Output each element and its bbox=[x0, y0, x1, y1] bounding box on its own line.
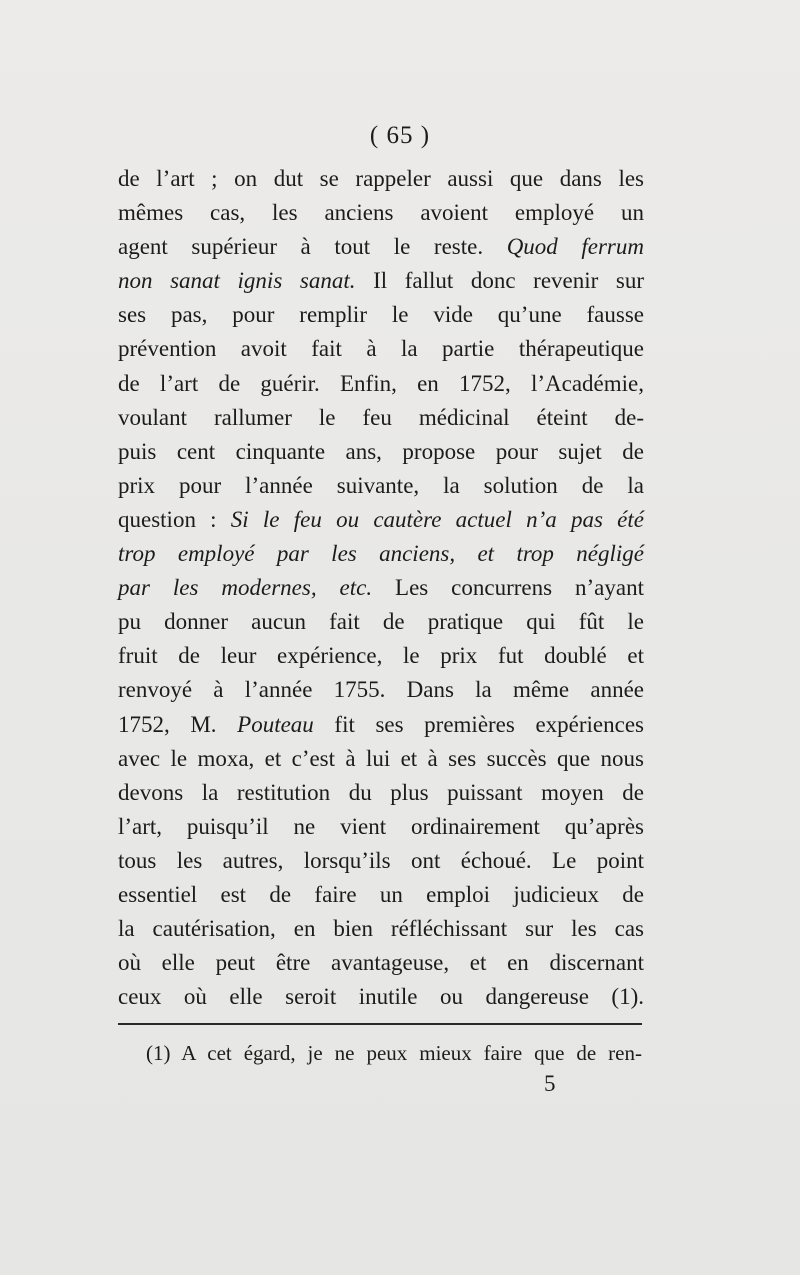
text-line bbox=[118, 537, 644, 571]
text-segment: mêmes cas, les anciens avoient employé un bbox=[118, 200, 644, 226]
text-line bbox=[118, 469, 644, 503]
text-segment: agent supérieur à tout le reste. bbox=[118, 234, 507, 260]
text-segment: l’art, puisqu’il ne vient ordinairement qu’après bbox=[118, 813, 644, 839]
text-segment: devons la restitution du plus puissant moyen de bbox=[118, 779, 644, 805]
text-line bbox=[118, 742, 644, 776]
text-line bbox=[118, 162, 644, 196]
text-line bbox=[118, 810, 644, 844]
italic-text: Pouteau bbox=[237, 711, 314, 737]
text-line bbox=[118, 367, 644, 401]
text-segment: avec le moxa, et c’est à lui et à ses succès que nous bbox=[118, 745, 644, 771]
italic-text: trop employé par les anciens, et trop négligé bbox=[118, 541, 644, 567]
text-line bbox=[118, 776, 644, 810]
text-line bbox=[118, 980, 644, 1014]
text-segment: renvoyé à l’année 1755. Dans la même année bbox=[118, 677, 644, 703]
text-line bbox=[118, 605, 644, 639]
text-segment: fruit de leur expérience, le prix fut doublé et bbox=[118, 643, 644, 669]
footnote-rule bbox=[118, 1023, 642, 1025]
text-line bbox=[118, 401, 644, 435]
text-line bbox=[118, 196, 644, 230]
text-segment: où elle peut être avantageuse, et en discernant bbox=[118, 950, 644, 976]
text-line bbox=[118, 844, 644, 878]
text-line bbox=[118, 435, 644, 469]
text-segment: 1752, M. bbox=[118, 711, 238, 737]
text-line bbox=[118, 332, 644, 366]
text-segment: de l’art ; on dut se rappeler aussi que dans les bbox=[118, 166, 644, 191]
text-line bbox=[118, 264, 644, 298]
text-segment: Les concurrens n’ayant bbox=[372, 575, 644, 601]
italic-text: par les modernes, etc. bbox=[118, 575, 373, 601]
text-segment: voulant rallumer le feu médicinal éteint de- bbox=[118, 404, 644, 430]
text-line bbox=[118, 946, 644, 980]
page-number: ( 65 ) bbox=[369, 122, 431, 149]
text-segment: question : bbox=[118, 506, 231, 532]
text-segment: prévention avoit fait à la partie thérapeutique bbox=[118, 336, 644, 362]
body-text bbox=[118, 162, 644, 1014]
text-line bbox=[118, 878, 644, 912]
text-segment: prix pour l’année suivante, la solution de la bbox=[118, 472, 644, 498]
text-segment: tous les autres, lorsqu’ils ont échoué. Le point bbox=[118, 847, 644, 873]
footnote: (1) A cet égard, je ne peux mieux faire que de ren- bbox=[146, 1041, 642, 1065]
text-line bbox=[118, 571, 644, 605]
text-segment: ceux où elle seroit inutile ou dangereuse (1). bbox=[118, 984, 644, 1010]
signature-mark: 5 bbox=[544, 1071, 556, 1096]
text-line bbox=[118, 639, 644, 673]
text-segment: pu donner aucun fait de pratique qui fût le bbox=[118, 609, 644, 635]
text-segment: puis cent cinquante ans, propose pour sujet de bbox=[118, 438, 644, 464]
text-segment: de l’art de guérir. Enfin, en 1752, l’Académie, bbox=[118, 370, 644, 396]
text-segment: essentiel est de faire un emploi judicieux de bbox=[118, 881, 644, 907]
text-segment: ses pas, pour remplir le vide qu’une fausse bbox=[118, 302, 644, 328]
text-line bbox=[118, 708, 644, 742]
text-segment: fit ses premières expériences bbox=[313, 711, 644, 737]
text-segment: Il fallut donc revenir sur bbox=[355, 268, 644, 294]
italic-text: Quod ferrum bbox=[506, 234, 644, 260]
italic-text: Si le feu ou cautère actuel n’a pas été bbox=[230, 506, 644, 532]
italic-text: non sanat ignis sanat. bbox=[118, 268, 356, 294]
text-line bbox=[118, 298, 644, 332]
text-line bbox=[118, 503, 644, 537]
text-line bbox=[118, 230, 644, 264]
text-line bbox=[118, 673, 644, 707]
text-line bbox=[118, 912, 644, 946]
text-segment: la cautérisation, en bien réfléchissant sur les cas bbox=[118, 916, 644, 942]
